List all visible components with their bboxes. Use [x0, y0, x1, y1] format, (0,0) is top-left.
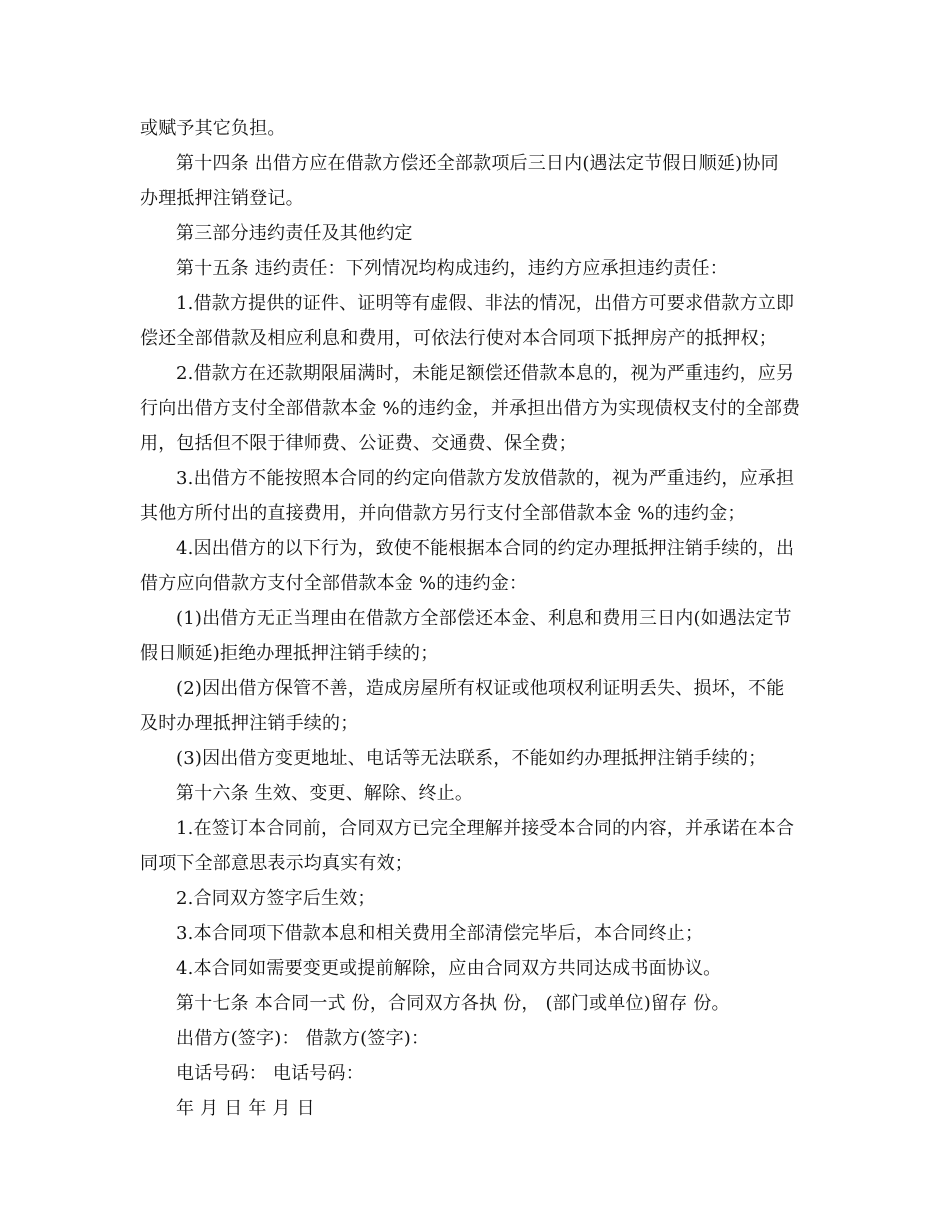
text-line: 4.因出借方的以下行为，致使不能根据本合同的约定办理抵押注销手续的，出	[176, 538, 795, 559]
text-line: 及时办理抵押注销手续的；	[140, 713, 359, 734]
text-line: 4.本合同如需要变更或提前解除，应由合同双方共同达成书面协议。	[176, 958, 722, 979]
text-line: 第十六条 生效、变更、解除、终止。	[176, 783, 474, 804]
text-line: 1.借款方提供的证件、证明等有虚假、非法的情况，出借方可要求借款方立即	[176, 293, 795, 314]
text-line: 1.在签订本合同前，合同双方已完全理解并接受本合同的内容，并承诺在本合	[176, 818, 795, 839]
text-line: 假日顺延)拒绝办理抵押注销手续的；	[140, 643, 439, 664]
text-line: 3.本合同项下借款本息和相关费用全部清偿完毕后，本合同终止；	[176, 923, 704, 944]
text-line: 其他方所付出的直接费用，并向借款方另行支付全部借款本金 %的违约金；	[140, 503, 746, 524]
text-line: 用，包括但不限于律师费、公证费、交通费、保全费；	[140, 433, 577, 454]
text-line: 第十五条 违约责任：下列情况均构成违约，违约方应承担违约责任：	[176, 258, 728, 279]
text-line: 行向出借方支付全部借款本金 %的违约金，并承担出借方为实现债权支付的全部费	[140, 398, 801, 419]
text-line: (1)出借方无正当理由在借款方全部偿还本金、利息和费用三日内(如遇法定节	[176, 608, 792, 629]
text-line: 或赋予其它负担。	[140, 118, 286, 139]
text-line: 借方应向借款方支付全部借款本金 %的违约金：	[140, 573, 528, 594]
text-line: 2.合同双方签字后生效；	[176, 888, 376, 909]
section-heading: 第三部分违约责任及其他约定	[176, 223, 413, 244]
signature-line: 出借方(签字)： 借款方(签字)：	[176, 1028, 430, 1049]
phone-line: 电话号码： 电话号码：	[176, 1063, 364, 1084]
text-line: 同项下全部意思表示均真实有效；	[140, 853, 413, 874]
text-line: 2.借款方在还款期限届满时，未能足额偿还借款本息的，视为严重违约，应另	[176, 363, 795, 384]
text-line: 3.出借方不能按照本合同的约定向借款方发放借款的，视为严重违约，应承担	[176, 468, 795, 489]
text-line: (3)因出借方变更地址、电话等无法联系，不能如约办理抵押注销手续的；	[176, 748, 767, 769]
text-line: (2)因出借方保管不善，造成房屋所有权证或他项权利证明丢失、损坏，不能	[176, 678, 785, 699]
text-line: 偿还全部借款及相应利息和费用，可依法行使对本合同项下抵押房产的抵押权；	[140, 328, 777, 349]
text-line: 第十七条 本合同一式 份，合同双方各执 份， (部门或单位)留存 份。	[176, 993, 730, 1014]
text-line: 办理抵押注销登记。	[140, 188, 304, 209]
text-line: 第十四条 出借方应在借款方偿还全部款项后三日内(遇法定节假日顺延)协同	[176, 153, 779, 174]
date-line: 年 月 日 年 月 日	[176, 1098, 315, 1119]
